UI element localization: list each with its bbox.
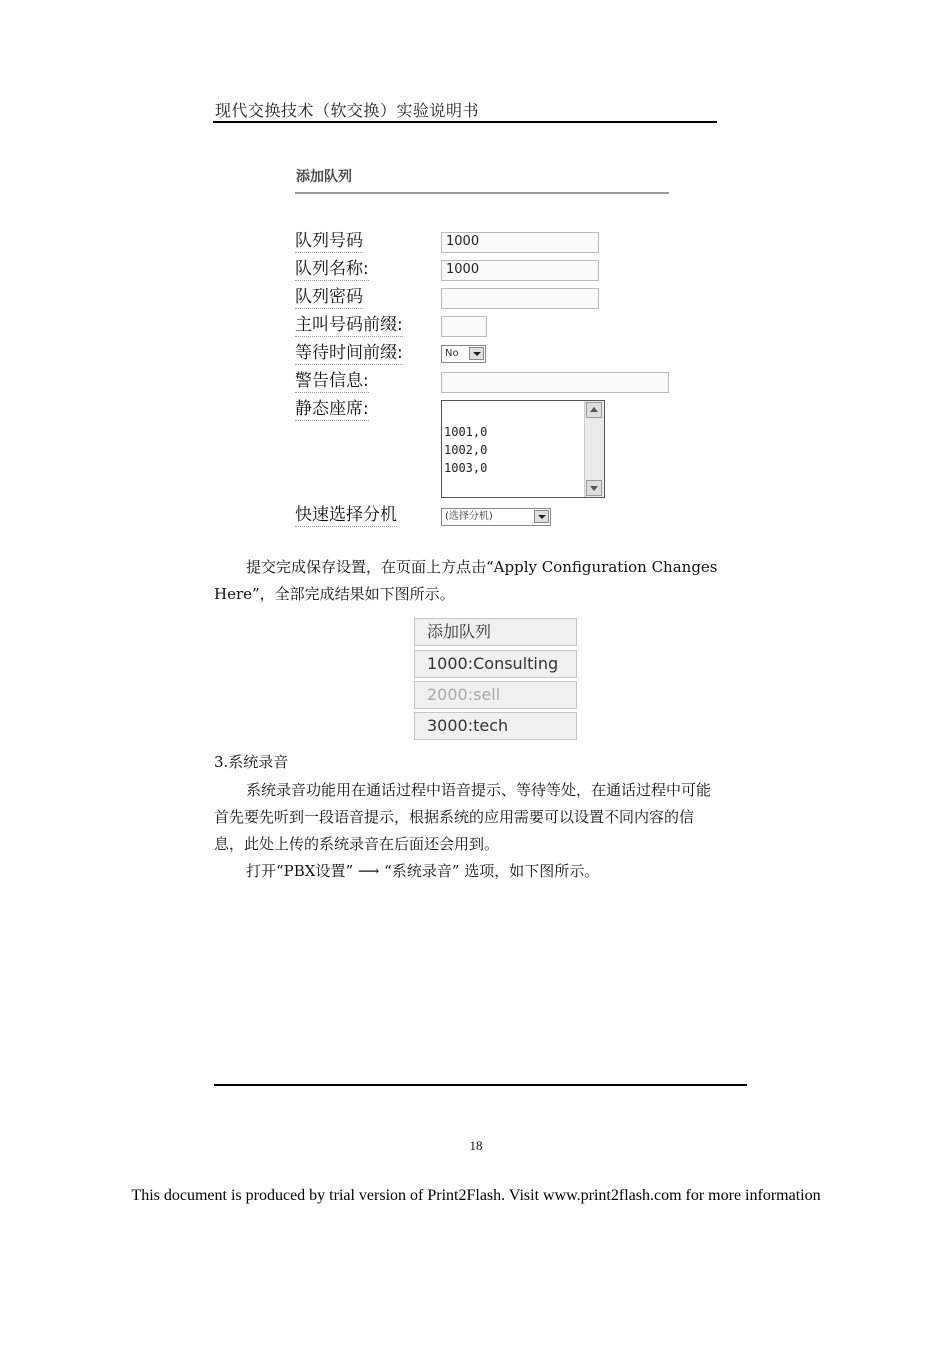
paragraph-line: 提交完成保存设置，在页面上方点击“Apply Configuration Changes — [246, 558, 718, 576]
label-warning-message: 警告信息: — [295, 371, 369, 391]
quick-extension-select[interactable] — [441, 508, 551, 526]
caller-prefix-input[interactable] — [441, 316, 487, 337]
queue-password-input[interactable] — [441, 288, 599, 309]
label-queue-password: 队列密码 — [295, 287, 363, 307]
scroll-up-icon[interactable] — [586, 402, 602, 418]
label-quick-extension: 快速选择分机 — [295, 505, 397, 525]
wait-time-prefix-select[interactable] — [441, 345, 486, 363]
page-number: 18 — [469, 1138, 483, 1153]
header-rule — [213, 121, 717, 123]
label-queue-name: 队列名称: — [295, 259, 369, 279]
chevron-down-icon — [534, 510, 549, 523]
wait-time-prefix-value: No — [445, 348, 459, 359]
paragraph-line: 系统录音功能用在通话过程中语音提示、等待等处，在通话过程中可能 — [246, 781, 712, 799]
scroll-down-icon[interactable] — [586, 480, 602, 496]
trial-notice: This document is produced by trial version of Print2Flash. Visit www.print2flash.com for more information — [131, 1187, 821, 1204]
paragraph-line: Here”，全部完成结果如下图所示。 — [214, 585, 455, 603]
agent-line: 1002,0 — [444, 443, 488, 457]
static-agents-textarea[interactable] — [441, 400, 605, 498]
queue-number-input[interactable]: 1000 — [441, 232, 599, 253]
label-static-agents: 静态座席: — [295, 399, 369, 419]
static-agents-lines — [444, 423, 487, 477]
agent-line: 1003,0 — [444, 461, 488, 475]
footer-rule — [214, 1084, 747, 1086]
paragraph-apply — [214, 554, 750, 608]
label-queue-number: 队列号码 — [295, 231, 363, 251]
form-title-rule — [295, 192, 669, 194]
queue-list-item[interactable]: 3000:tech — [414, 712, 577, 740]
paragraph-line: 息，此处上传的系统录音在后面还会用到。 — [214, 835, 500, 853]
section-body — [214, 777, 750, 885]
textarea-scrollbar[interactable] — [584, 401, 604, 497]
queue-name-input[interactable]: 1000 — [441, 260, 599, 281]
form-title: 添加队列 — [296, 169, 352, 185]
chevron-down-icon — [469, 347, 484, 360]
warning-message-input[interactable] — [441, 372, 669, 393]
label-caller-prefix: 主叫号码前缀: — [295, 315, 403, 335]
paragraph-line: 首先要先听到一段语音提示，根据系统的应用需要可以设置不同内容的信 — [214, 808, 695, 826]
running-header: 现代交换技术（软交换）实验说明书 — [215, 101, 480, 120]
queue-list-item[interactable]: 1000:Consulting — [414, 650, 577, 678]
queue-list-item[interactable]: 添加队列 — [414, 618, 577, 646]
agent-line: 1001,0 — [444, 425, 488, 439]
queue-list-item[interactable]: 2000:sell — [414, 681, 577, 709]
label-wait-time-prefix: 等待时间前缀: — [295, 343, 403, 363]
paragraph-line: 打开“PBX设置” ⟶ “系统录音” 选项，如下图所示。 — [246, 862, 600, 880]
section-heading: 3.系统录音 — [214, 753, 289, 771]
quick-extension-value: (选择分机) — [445, 511, 493, 522]
